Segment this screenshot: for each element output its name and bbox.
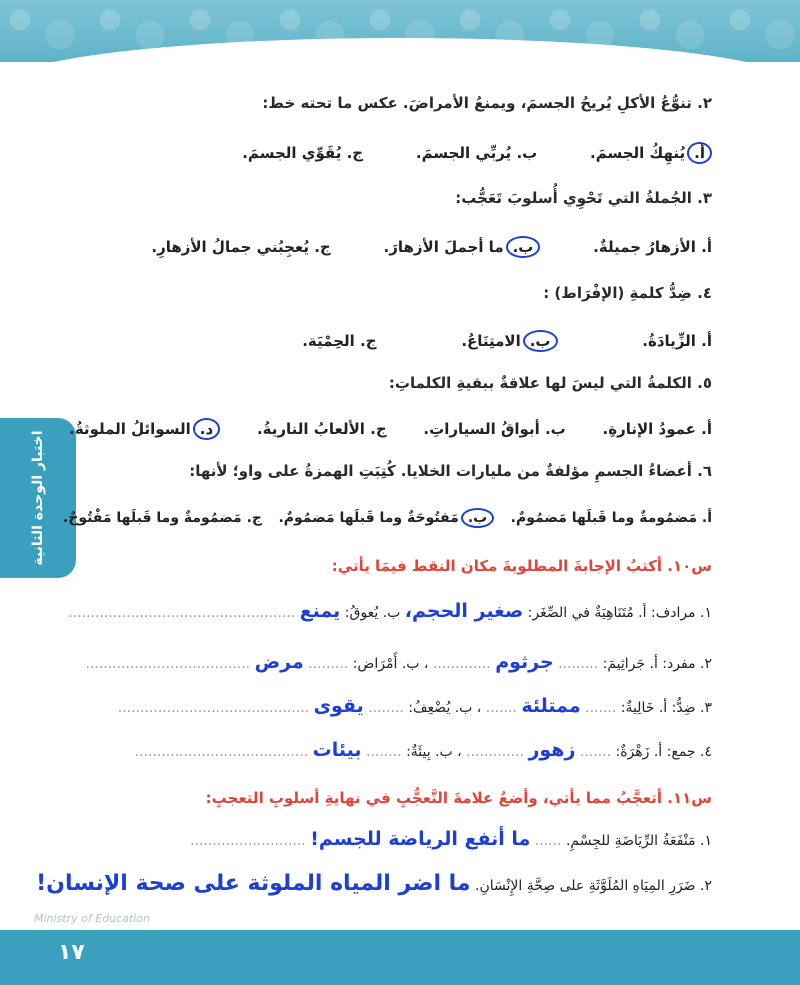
option-b[interactable]: ب. يُربِّي الجسمَ.	[415, 144, 538, 162]
answer-field[interactable]: جرثوم	[495, 651, 554, 673]
question-2-options	[194, 142, 712, 164]
section-11-item-2: ٢. ضَرَرِ المِيَاهِ المُلَوَّثَةِ على صِحَّةِ الإِنْسَانِ. ما اضر المياه الملوثة على صحة الإنسان!	[36, 871, 712, 896]
option-c[interactable]: ج. الألعابُ الناريةُ.	[256, 420, 387, 438]
section-10-item-2: ٢. مفرد: أ. جَراثِيمَ: ......... جرثوم ............. ، ب. أَمْرَاض: ......... مرض .....................................	[85, 651, 712, 673]
answer-field[interactable]: بيئات	[312, 739, 362, 761]
option-b[interactable]: ب.مَفتُوحَةٌ وما قَبلَها مَضمُومٌ.	[278, 508, 494, 528]
dotted-line: ...................................................	[68, 605, 296, 621]
question-3-options	[103, 236, 712, 258]
section-10-item-3: ٣. ضِدُّ: أ. خَالِيةٌ: ....... ممتلئة ....... ، ب. يُضْعِفُ: ........ يقوى ...........................................	[117, 695, 712, 717]
section-10-item-1: ١. مرادف: أ. مُتَنَاهِيَةٌ في الصِّغَر: صغير الحجم، ب. يُعوقُ: يمنع ...................................................	[68, 600, 712, 622]
question-5-options	[21, 418, 712, 440]
answer-field[interactable]: يقوى	[313, 695, 364, 717]
answer-field[interactable]: ما أنفع الرياضة للجسم!	[310, 828, 531, 850]
option-a[interactable]: أ. الأزهارُ جميلةٌ.	[593, 238, 712, 256]
question-3-title: ٣. الجُملةُ التي تَحْوِي أُسلوبَ تَعَجُّب:	[455, 189, 712, 207]
question-4-options	[254, 330, 712, 352]
section-11-item-1: ١. مَنْفَعَةُ الرِّيَاضَةِ للجِسْمِ. ...... ما أنفع الرياضة للجسم! ..........................	[190, 828, 712, 850]
dotted-line: .......................................	[134, 744, 309, 760]
option-c[interactable]: ج. يُعجِبُني جمالُ الأزهارِ.	[151, 238, 331, 256]
option-a[interactable]: أ. مَضمُومةٌ وما قَبلَها مَضمُومٌ.	[510, 510, 712, 526]
answer-field[interactable]: زهور	[528, 739, 576, 761]
option-a[interactable]: أ.يُنهِكُ الجسمَ.	[590, 142, 712, 164]
option-d[interactable]: د.السوائلُ الملوثةُ.	[69, 418, 220, 440]
answer-field[interactable]: ما اضر المياه الملوثة على صحة الإنسان!	[36, 871, 471, 896]
ministry-watermark: Ministry of Education	[34, 912, 151, 925]
question-4-title: ٤. ضِدُّ كلمةِ (الإفْرَاط) :	[543, 284, 712, 302]
section-10-title: س١٠. أكتبُ الإجابةَ المطلوبةَ مكان النقط فيمَا يأتي:	[331, 557, 712, 575]
section-11-title: س١١. أتعجَّبُ مما يأتي، وأضعُ علامةَ التَّعجُّبِ في نهايةِ أسلوبِ التعجبِ:	[205, 789, 712, 807]
header-banner	[0, 0, 800, 62]
question-5-title: ٥. الكلمةُ التي ليسَ لها علاقةٌ ببقيةِ الكلماتِ:	[388, 374, 712, 392]
dotted-line: ...........................................	[117, 700, 310, 716]
option-b[interactable]: ب.الامتِنَاعُ.	[461, 330, 557, 352]
page-number: ١٧	[58, 940, 85, 965]
answer-field[interactable]: مرض	[254, 651, 304, 673]
section-10-item-4: ٤. جمع: أ. زَهْرَةٌ: ....... زهور ............. ، ب. بِيئَةٌ: ........ بيئات .......................................	[134, 739, 712, 761]
option-b[interactable]: ب. أبواقُ السياراتِ.	[423, 420, 566, 438]
answer-field[interactable]: يمنع	[299, 600, 341, 622]
option-a[interactable]: أ. عمودُ الإنارةِ.	[602, 420, 712, 438]
option-c[interactable]: ج. الحِمْيَة.	[302, 332, 377, 350]
answer-field[interactable]: صغير الحجم،	[404, 600, 524, 622]
question-6-title: ٦. أعضاءُ الجسمِ مؤلفةٌ من مليارات الخلايا. كُتِبَتِ الهمزةُ على واو؛ لأنها:	[189, 462, 712, 480]
option-b[interactable]: ب.ما أجملَ الأزهارَ.	[384, 236, 541, 258]
dotted-line: ..........................	[190, 833, 306, 849]
answer-field[interactable]: ممتلئة	[521, 695, 581, 717]
option-c[interactable]: ج. يُقَوِّي الجسمَ.	[242, 144, 364, 162]
unit-side-tab	[0, 418, 76, 578]
question-6-options	[15, 508, 712, 528]
option-c[interactable]: ج. مَضمُومةٌ وما قَبلَها مَفْتُوحٌ.	[62, 510, 262, 526]
footer-bar	[0, 930, 800, 985]
option-a[interactable]: أ. الزِّيادَةُ.	[642, 332, 712, 350]
dotted-line: .....................................	[85, 656, 251, 672]
question-2-title: ٢. تنوُّعُ الأكلِ يُريحُ الجسمَ، ويمنعُ الأمراضَ. عكس ما تحته خط:	[262, 94, 712, 112]
side-tab-label: اختبار الوحدة الثانية	[30, 430, 46, 566]
